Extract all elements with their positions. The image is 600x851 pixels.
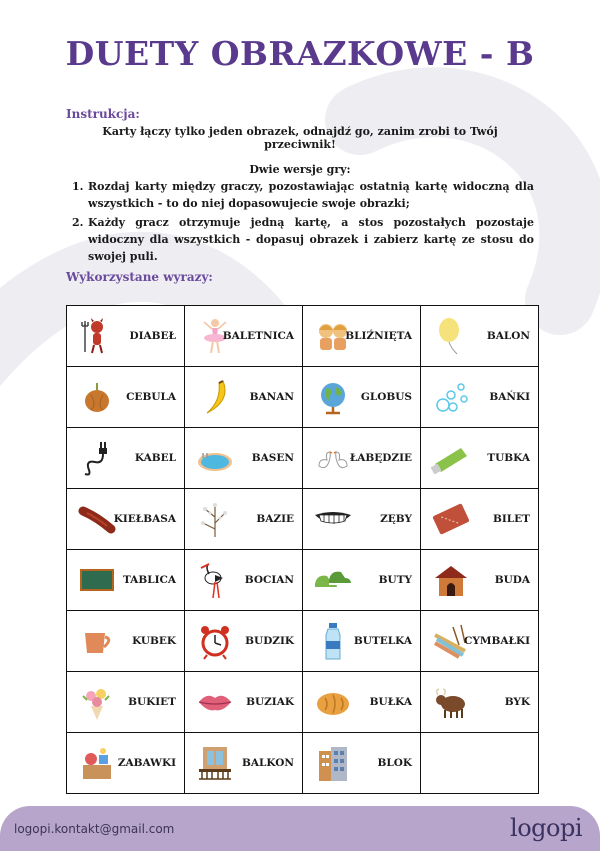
balcony-icon: [195, 743, 235, 783]
grid-row: [67, 733, 539, 794]
grid-row: [67, 367, 539, 428]
teeth-icon: [313, 499, 353, 539]
words-label: Wykorzystane wyrazy:: [66, 270, 213, 284]
word-label: BOCIAN: [244, 574, 294, 586]
grid-cell: [421, 611, 539, 672]
blackboard-icon: [77, 560, 117, 600]
word-label: BUDZIK: [245, 635, 294, 647]
word-label: BASEN: [251, 452, 294, 464]
rule-text: Każdy gracz otrzymuje jedną kartę, a stos pozostałych pozostaje widoczny dla wszystkich - dopasuj obrazek i zabierz kartę ze stosu do swojej puli.: [88, 216, 534, 263]
grid-cell: [303, 672, 421, 733]
word-label: ZĘBY: [380, 513, 412, 525]
rule-item: [70, 178, 534, 212]
grid-cell: [303, 306, 421, 367]
apartment-block-icon: [313, 743, 353, 783]
word-label: BUDA: [494, 574, 530, 586]
grid-cell: [421, 367, 539, 428]
word-label: BANAN: [249, 391, 294, 403]
word-label: ŁABĘDZIE: [349, 452, 412, 464]
word-grid: [66, 305, 539, 794]
grid-cell: [421, 550, 539, 611]
shoes-icon: [313, 560, 353, 600]
versions-title: Dwie wersje gry:: [249, 163, 351, 176]
instructions-label: Instrukcja:: [66, 107, 140, 121]
bull-icon: [431, 682, 471, 722]
globe-icon: [313, 377, 353, 417]
catkins-icon: [195, 499, 235, 539]
lips-icon: [195, 682, 235, 722]
word-label: CYMBAŁKI: [464, 635, 530, 647]
bouquet-icon: [77, 682, 117, 722]
grid-cell: [185, 672, 303, 733]
swans-icon: [313, 438, 353, 478]
rule-item: [70, 214, 534, 265]
word-label: ZABAWKI: [117, 757, 176, 769]
grid-cell: [185, 489, 303, 550]
bubbles-icon: [431, 377, 471, 417]
tube-icon: [431, 438, 471, 478]
grid-cell: [67, 367, 185, 428]
grid-row: [67, 672, 539, 733]
logopi-logo: logopi: [510, 814, 582, 842]
word-label: CEBULA: [126, 391, 176, 403]
word-label: BUZIAK: [246, 696, 294, 708]
grid-row: [67, 306, 539, 367]
grid-cell: [421, 672, 539, 733]
grid-cell: [67, 733, 185, 794]
cable-icon: [77, 438, 117, 478]
bottle-icon: [313, 621, 353, 661]
grid-cell: [303, 733, 421, 794]
word-label: BALETNICA: [222, 330, 294, 342]
toys-icon: [77, 743, 117, 783]
balloon-icon: [431, 316, 471, 356]
grid-cell: [303, 428, 421, 489]
word-label: BUTELKA: [353, 635, 412, 647]
word-label: TABLICA: [122, 574, 176, 586]
word-label: BUŁKA: [369, 696, 412, 708]
doghouse-icon: [431, 560, 471, 600]
grid-cell: [421, 306, 539, 367]
alarm-clock-icon: [195, 621, 235, 661]
devil-icon: [77, 316, 117, 356]
word-label: BLIŹNIĘTA: [345, 330, 412, 342]
grid-cell: [185, 428, 303, 489]
grid-row: [67, 611, 539, 672]
rules-list: [70, 178, 534, 267]
grid-cell: [67, 672, 185, 733]
word-label: BUKIET: [128, 696, 176, 708]
grid-cell: [421, 489, 539, 550]
grid-cell: [303, 489, 421, 550]
word-label: BALKON: [242, 757, 294, 769]
grid-cell: [185, 550, 303, 611]
footer: [0, 806, 600, 851]
page-title: DUETY OBRAZKOWE - B: [65, 34, 535, 73]
grid-cell: [67, 611, 185, 672]
word-label: BALON: [486, 330, 530, 342]
word-label: GLOBUS: [360, 391, 412, 403]
grid-row: [67, 550, 539, 611]
word-label: BYK: [504, 696, 530, 708]
word-label: BAZIE: [256, 513, 294, 525]
word-label: KABEL: [134, 452, 176, 464]
word-label: DIABEŁ: [129, 330, 176, 342]
word-label: KIEŁBASA: [113, 513, 176, 525]
grid-cell: [421, 733, 539, 794]
grid-cell: [185, 733, 303, 794]
word-label: KUBEK: [132, 635, 176, 647]
onion-icon: [77, 377, 117, 417]
banana-icon: [195, 377, 235, 417]
word-label: BUTY: [378, 574, 412, 586]
grid-cell: [185, 367, 303, 428]
grid-cell: [67, 428, 185, 489]
rule-number: 1.: [72, 180, 84, 193]
grid-cell: [67, 306, 185, 367]
ticket-icon: [431, 499, 471, 539]
grid-cell: [67, 489, 185, 550]
grid-cell: [303, 550, 421, 611]
grid-cell: [303, 611, 421, 672]
footer-email: logopi.kontakt@gmail.com: [14, 822, 175, 836]
sausage-icon: [77, 499, 117, 539]
rule-number: 2.: [72, 216, 84, 229]
grid-cell: [185, 306, 303, 367]
word-label: BLOK: [377, 757, 412, 769]
grid-cell: [303, 367, 421, 428]
stork-icon: [195, 560, 235, 600]
pool-icon: [195, 438, 235, 478]
word-label: BILET: [493, 513, 530, 525]
word-label: TUBKA: [487, 452, 530, 464]
grid-row: [67, 428, 539, 489]
grid-cell: [421, 428, 539, 489]
mug-icon: [77, 621, 117, 661]
instructions-text: Karty łączy tylko jeden obrazek, odnajdź go, zanim zrobi to Twój przeciwnik!: [102, 125, 498, 151]
rule-text: Rozdaj karty między graczy, pozostawiając ostatnią kartę widoczną dla wszystkich - to do niej dopasowujecie swoje obrazki;: [88, 180, 534, 210]
word-label: BAŃKI: [489, 391, 530, 403]
grid-row: [67, 489, 539, 550]
grid-cell: [67, 550, 185, 611]
grid-cell: [185, 611, 303, 672]
bun-icon: [313, 682, 353, 722]
